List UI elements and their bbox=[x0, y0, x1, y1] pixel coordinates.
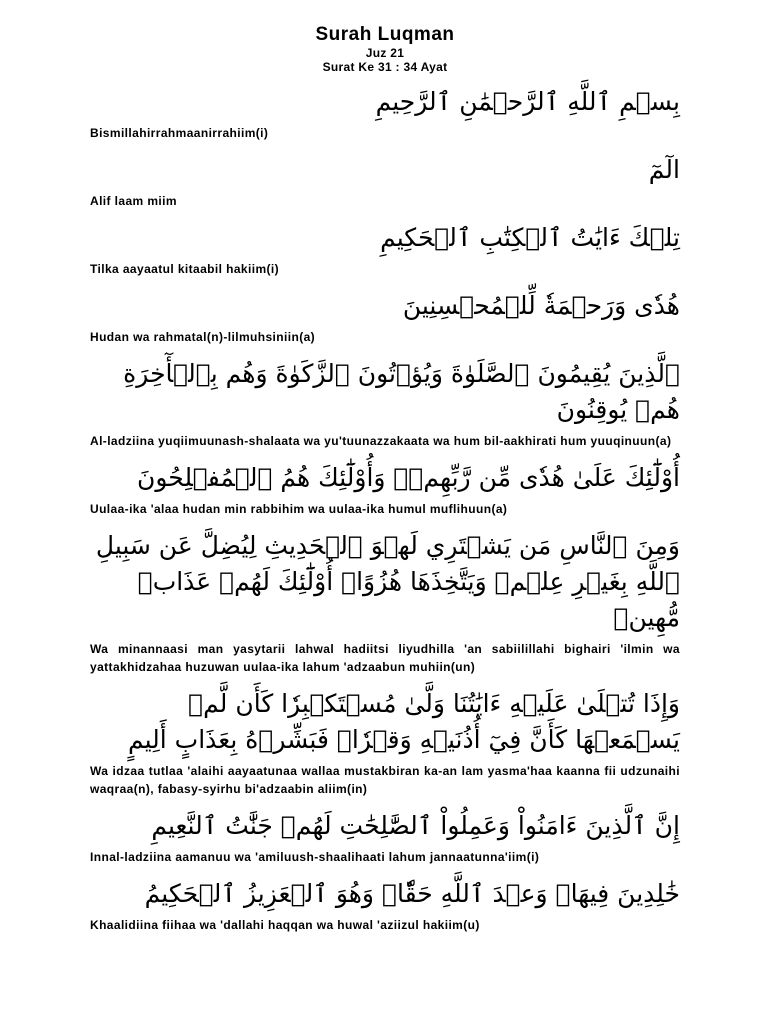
verse-block bbox=[90, 152, 680, 210]
verse-arabic: بِسۡمِ ٱللَّهِ ٱلرَّحۡمَٰنِ ٱلرَّحِيمِ bbox=[375, 87, 680, 116]
verse-block bbox=[90, 84, 680, 142]
verse-transliteration: Uulaa-ika 'alaa hudan min rabbihim wa uulaa-ika humul muflihuun(a) bbox=[90, 502, 508, 516]
verse-block bbox=[90, 876, 680, 934]
surat-info: Surat Ke 31 : 34 Ayat bbox=[322, 60, 448, 74]
verse-arabic: وَإِذَا تُتۡلَىٰ عَلَيۡهِ ءَايَٰتُنَا وَلَّىٰ مُسۡتَكۡبِرٗا كَأَن لَّمۡ يَسۡمَعۡهَا كَأَنَّ فِيٓ أُذُنَيۡهِ وَقۡرٗاۖ فَبَشِّرۡهُ بِعَذَابٍ أَلِيمٍ bbox=[127, 689, 680, 754]
verse-transliteration: Hudan wa rahmatal(n)-lilmuhsiniin(a) bbox=[90, 330, 316, 344]
document-header bbox=[90, 24, 680, 74]
verse-transliteration: Khaalidiina fiihaa wa 'dallahi haqqan wa huwal 'aziizul hakiim(u) bbox=[90, 918, 480, 932]
verse-transliteration: Wa minannaasi man yasytarii lahwal hadiitsi liyudhilla 'an sabiilillahi bighairi 'ilmin wa yattakhidzahaa huzuwan uulaa-ika lahum 'adzaabun muhiin(un) bbox=[90, 642, 680, 674]
verse-block bbox=[90, 808, 680, 866]
juz-label: Juz 21 bbox=[365, 46, 405, 60]
verse-transliteration: Innal-ladziina aamanuu wa 'amiluush-shaalihaati lahum jannaatunna'iim(i) bbox=[90, 850, 540, 864]
verse-transliteration: Wa idzaa tutlaa 'alaihi aayaatunaa wallaa mustakbiran ka-an lam yasma'haa kaanna fii udzunaihi waqraa(n), fabasy-syirhu bi'adzaabin aliim(in) bbox=[90, 764, 680, 796]
verse-block bbox=[90, 686, 680, 798]
verse-transliteration: Tilka aayaatul kitaabil hakiim(i) bbox=[90, 262, 280, 276]
verse-arabic: أُوْلَٰٓئِكَ عَلَىٰ هُدٗى مِّن رَّبِّهِمۡۖ وَأُوْلَٰٓئِكَ هُمُ ٱلۡمُفۡلِحُونَ bbox=[137, 463, 680, 492]
surah-title: Surah Luqman bbox=[315, 24, 455, 45]
verse-transliteration: Alif laam miim bbox=[90, 194, 177, 208]
verse-arabic: إِنَّ ٱلَّذِينَ ءَامَنُواْ وَعَمِلُواْ ٱلصَّٰلِحَٰتِ لَهُمۡ جَنَّٰتُ ٱلنَّعِيمِ bbox=[151, 811, 680, 840]
verse-block bbox=[90, 220, 680, 278]
verse-transliteration: Bismillahirrahmaanirrahiim(i) bbox=[90, 126, 269, 140]
verse-arabic: هُدٗى وَرَحۡمَةٗ لِّلۡمُحۡسِنِينَ bbox=[402, 291, 680, 320]
verse-arabic: وَمِنَ ٱلنَّاسِ مَن يَشۡتَرِي لَهۡوَ ٱلۡحَدِيثِ لِيُضِلَّ عَن سَبِيلِ ٱللَّهِ بِغَيۡرِ عِلۡمٖ وَيَتَّخِذَهَا هُزُوًاۚ أُوْلَٰٓئِكَ لَهُمۡ عَذَابٞ مُّهِينٞ bbox=[95, 531, 680, 632]
verse-arabic: تِلۡكَ ءَايَٰتُ ٱلۡكِتَٰبِ ٱلۡحَكِيمِ bbox=[380, 223, 680, 252]
verse-block bbox=[90, 288, 680, 346]
verse-arabic: الٓمٓ bbox=[648, 155, 680, 184]
verse-block bbox=[90, 528, 680, 676]
verse-transliteration: Al-ladziina yuqiimuunash-shalaata wa yu'tuunazzakaata wa hum bil-aakhirati hum yuuqinuun(a) bbox=[90, 434, 672, 448]
verse-arabic: ٱلَّذِينَ يُقِيمُونَ ٱلصَّلَوٰةَ وَيُؤۡتُونَ ٱلزَّكَوٰةَ وَهُم بِٱلۡأٓخِرَةِ هُمۡ يُوقِنُونَ bbox=[123, 359, 680, 424]
verse-arabic: خَٰلِدِينَ فِيهَاۖ وَعۡدَ ٱللَّهِ حَقّٗاۚ وَهُوَ ٱلۡعَزِيزُ ٱلۡحَكِيمُ bbox=[144, 879, 680, 908]
verse-block bbox=[90, 460, 680, 518]
verse-block bbox=[90, 356, 680, 450]
